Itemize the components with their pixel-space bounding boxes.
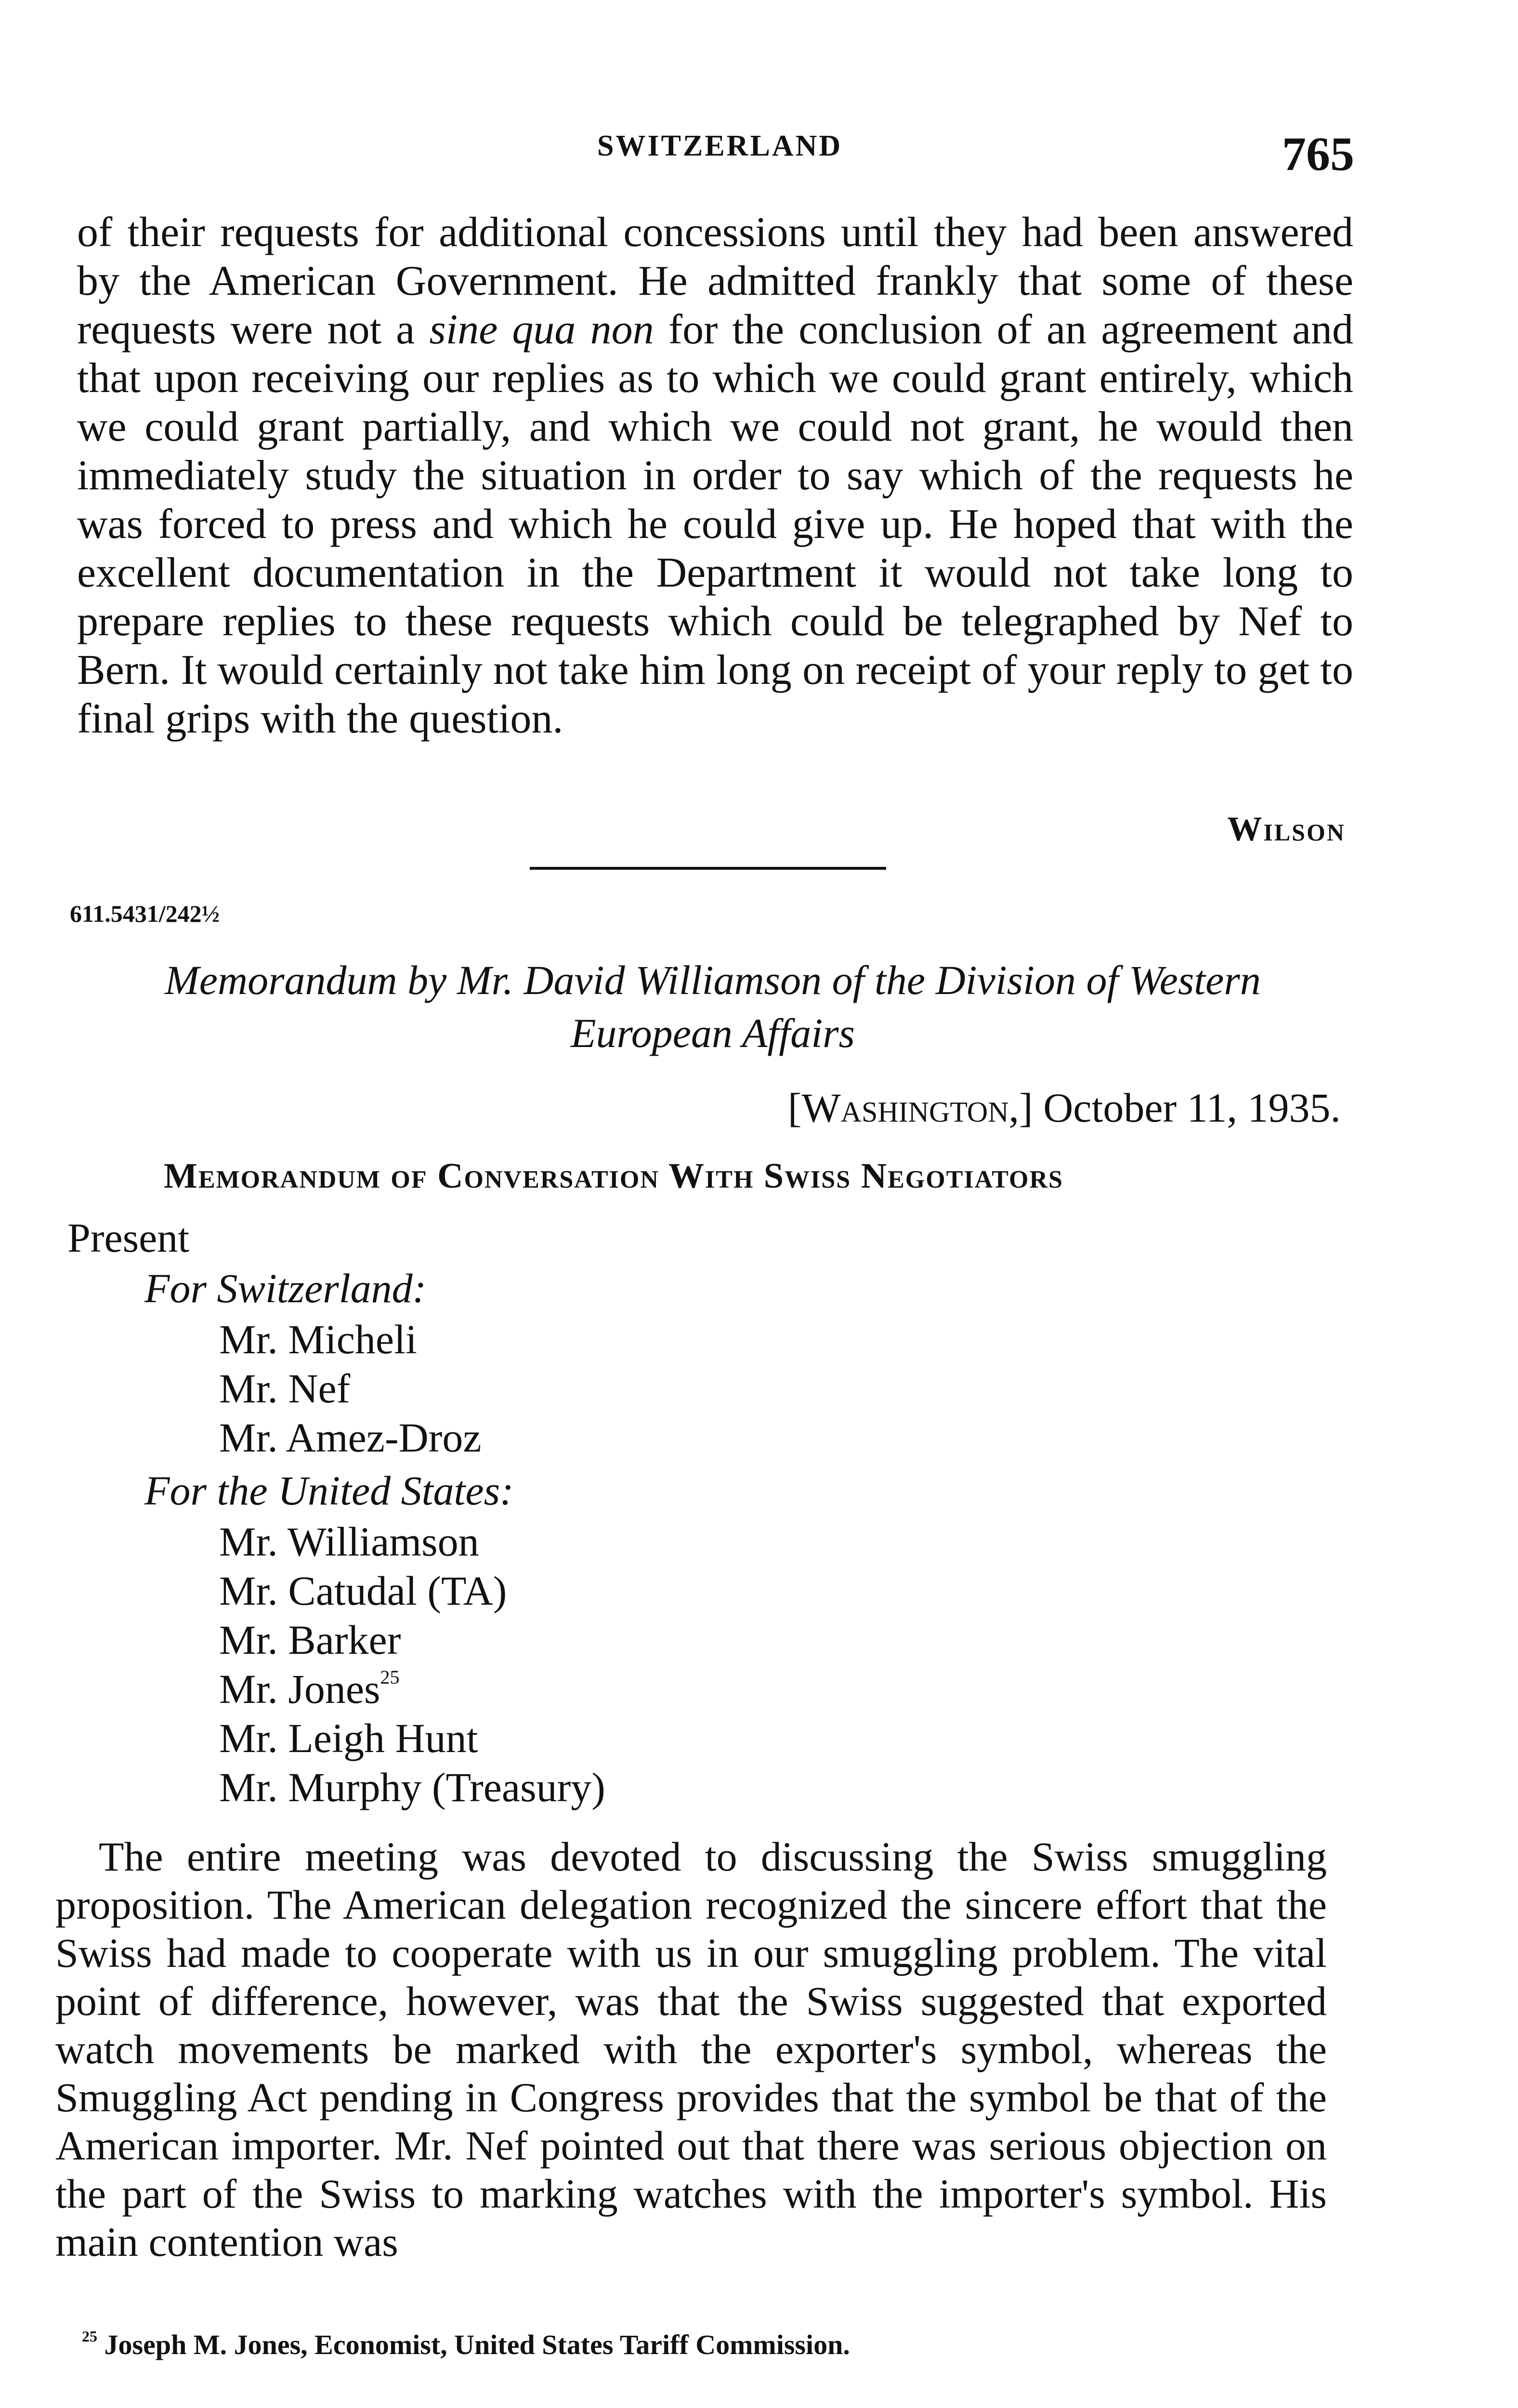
- attendee-name: Mr. Jones: [219, 1666, 380, 1712]
- signature: Wilson: [1227, 810, 1346, 848]
- top-paragraph: [77, 208, 1353, 743]
- attendee-name: Mr. Amez-Droz: [219, 1414, 482, 1461]
- footnote-ref: 25: [380, 1666, 400, 1688]
- attendee-name: Mr. Catudal (TA): [219, 1568, 507, 1614]
- attendee-name: Mr. Murphy (Treasury): [219, 1764, 605, 1810]
- dateline-date: October 11, 1935.: [1043, 1085, 1341, 1131]
- us-attendees: [219, 1517, 605, 1812]
- section-divider: [530, 867, 886, 870]
- for-united-states-label: For the United States:: [144, 1467, 514, 1514]
- footnote: [82, 2329, 850, 2361]
- dateline: [788, 1084, 1341, 1132]
- footnote-number: 25: [82, 2328, 97, 2345]
- conversation-title: Memorandum of Conversation With Swiss Negotiators: [164, 1156, 1063, 1196]
- attendee-name: Mr. Nef: [219, 1365, 351, 1412]
- running-head: SWITZERLAND: [597, 130, 843, 162]
- top-paragraph-text-a: of their requests for additional concessions until they had been answered by the American Government. He admitted frankly that some of these requests were not a: [77, 209, 1353, 353]
- attendee-name: Mr. Leigh Hunt: [219, 1715, 478, 1761]
- present-label: Present: [67, 1215, 190, 1261]
- memo-title-line-1: Memorandum by Mr. David Williamson of the Division of Western: [165, 957, 1261, 1003]
- attendee-name: Mr. Barker: [219, 1617, 401, 1663]
- top-paragraph-text-b: for the conclusion of an agreement and that upon receiving our replies as to which we could grant entirely, which we could grant partially, and which we could not grant, he would then immediately study the situation in order to say which of the requests he was forced to press and which he could give up. He hoped that with the excellent documentation in the Department it would not take long to prepare replies to these requests which could be telegraphed by Nef to Bern. It would certainly not take him long on receipt of your reply to get to final grips with the question.: [77, 306, 1354, 742]
- footnote-text: Joseph M. Jones, Economist, United States Tariff Commission.: [104, 2329, 850, 2360]
- bottom-paragraph: [55, 1832, 1327, 2266]
- for-switzerland-label: For Switzerland:: [144, 1265, 427, 1311]
- file-number: 611.5431/242½: [70, 900, 220, 927]
- attendee-jones: [219, 1664, 605, 1714]
- page-number: 765: [1282, 127, 1354, 181]
- memo-title-line-2: European Affairs: [570, 1010, 855, 1056]
- dateline-place: [Washington,]: [787, 1085, 1033, 1131]
- memo-title: [63, 954, 1363, 1060]
- switzerland-attendees: [219, 1315, 482, 1462]
- bottom-paragraph-text: The entire meeting was devoted to discussing the Swiss smuggling proposition. The American delegation recognized the sincere effort that the Swiss had made to cooperate with us in our smuggling problem. The vital point of difference, however, was that the Swiss suggested that exported watch movements be marked with the exporter's symbol, whereas the Smuggling Act pending in Congress provides that the symbol be that of the American importer. Mr. Nef pointed out that there was serious objection on the part of the Swiss to marking watches with the importer's symbol. His main contention was: [55, 1833, 1327, 2265]
- attendee-name: Mr. Williamson: [219, 1518, 479, 1565]
- top-paragraph-italic: sine qua non: [429, 306, 654, 353]
- attendee-name: Mr. Micheli: [219, 1316, 417, 1362]
